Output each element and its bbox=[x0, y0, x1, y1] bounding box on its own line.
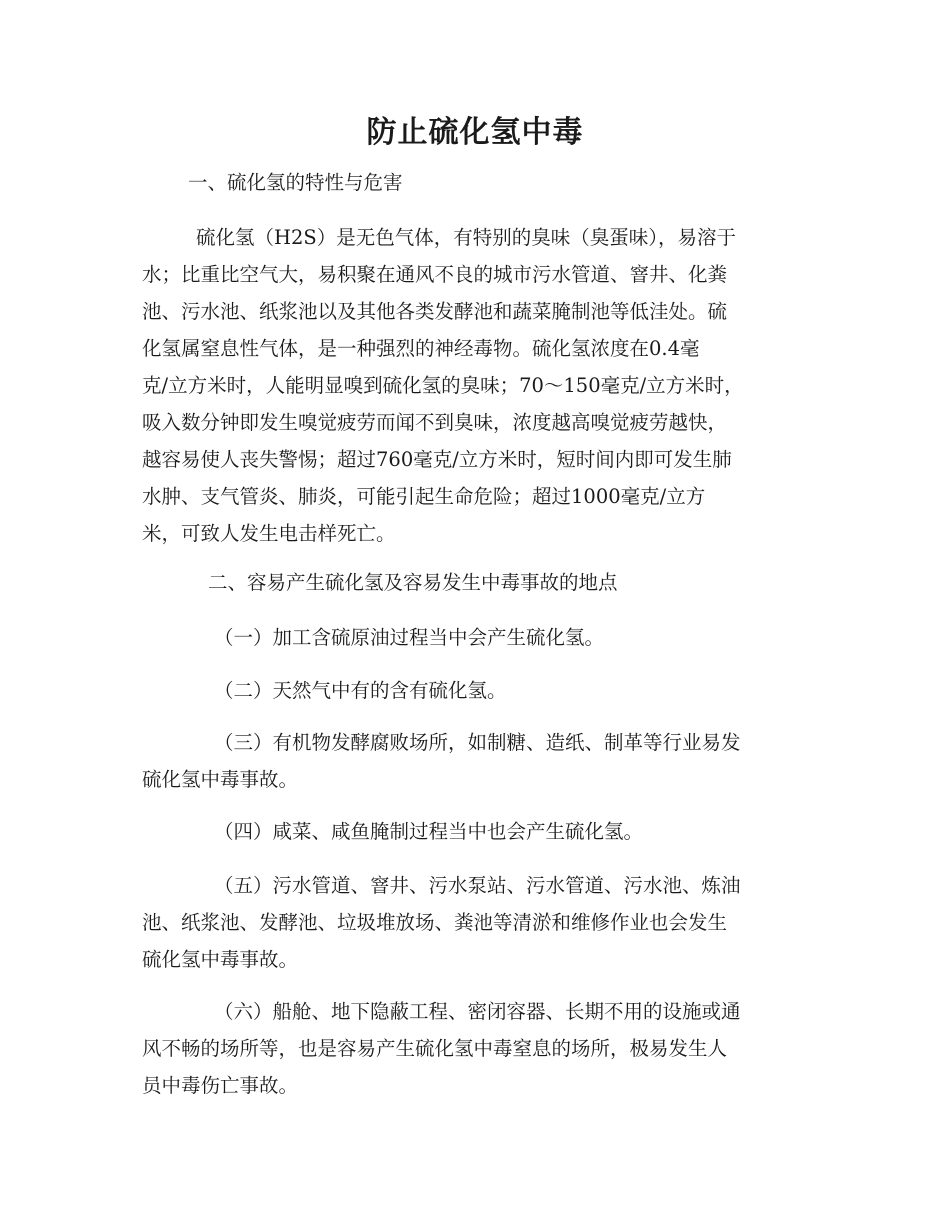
text-line: 化氢属窒息性气体，是一种强烈的神经毒物。硫化氢浓度在0.4毫 bbox=[142, 337, 700, 360]
text-line: 池、污水池、纸浆池以及其他各类发酵池和蔬菜腌制池等低洼处。硫 bbox=[142, 300, 728, 323]
paragraph-h2s-properties bbox=[142, 219, 802, 552]
text-line: （一）加工含硫原油过程当中会产生硫化氢。 bbox=[214, 626, 605, 649]
text-line: 水肿、支气管炎、肺炎，可能引起生命危险；超过1000毫克/立方 bbox=[142, 485, 706, 508]
text-line: 克/立方米时，人能明显嗅到硫化氢的臭味；70～150毫克/立方米时， bbox=[142, 374, 744, 397]
text-line: 水；比重比空气大，易积聚在通风不良的城市污水管道、窨井、化粪 bbox=[142, 263, 728, 286]
text-line: （二）天然气中有的含有硫化氢。 bbox=[214, 679, 507, 702]
list-item-confined-spaces bbox=[142, 993, 802, 1104]
text-line: 越容易使人丧失警惕；超过760毫克/立方米时，短时间内即可发生肺 bbox=[142, 448, 732, 471]
text-line: （四）咸菜、咸鱼腌制过程当中也会产生硫化氢。 bbox=[214, 820, 644, 843]
text-line: 吸入数分钟即发生嗅觉疲劳而闻不到臭味，浓度越高嗅觉疲劳越快， bbox=[142, 411, 728, 434]
section-heading-locations: 二、容易产生硫化氢及容易发生中毒事故的地点 bbox=[208, 571, 618, 594]
text-line: 硫化氢（H2S）是无色气体，有特别的臭味（臭蛋味），易溶于 bbox=[196, 226, 737, 249]
text-line: 硫化氢中毒事故。 bbox=[142, 948, 299, 971]
text-line: 池、纸浆池、发酵池、垃圾堆放场、粪池等清淤和维修作业也会发生 bbox=[142, 911, 728, 934]
document-title: 防止硫化氢中毒 bbox=[366, 115, 584, 150]
list-item-crude-oil bbox=[142, 619, 802, 656]
text-line: 硫化氢中毒事故。 bbox=[142, 768, 299, 791]
text-line: 员中毒伤亡事故。 bbox=[142, 1074, 299, 1097]
list-item-sewage bbox=[142, 867, 802, 978]
text-line: （三）有机物发酵腐败场所，如制糖、造纸、制革等行业易发 bbox=[214, 731, 741, 754]
list-item-pickling bbox=[142, 813, 802, 850]
text-line: （五）污水管道、窨井、污水泵站、污水管道、污水池、炼油 bbox=[214, 874, 741, 897]
section-heading-characteristics: 一、硫化氢的特性与危害 bbox=[188, 171, 403, 194]
text-line: （六）船舱、地下隐蔽工程、密闭容器、长期不用的设施或通 bbox=[214, 1000, 741, 1023]
list-item-natural-gas bbox=[142, 672, 802, 709]
text-line: 风不畅的场所等，也是容易产生硫化氢中毒窒息的场所，极易发生人 bbox=[142, 1037, 728, 1060]
text-line: 米，可致人发生电击样死亡。 bbox=[142, 522, 396, 545]
list-item-fermentation bbox=[142, 724, 802, 798]
